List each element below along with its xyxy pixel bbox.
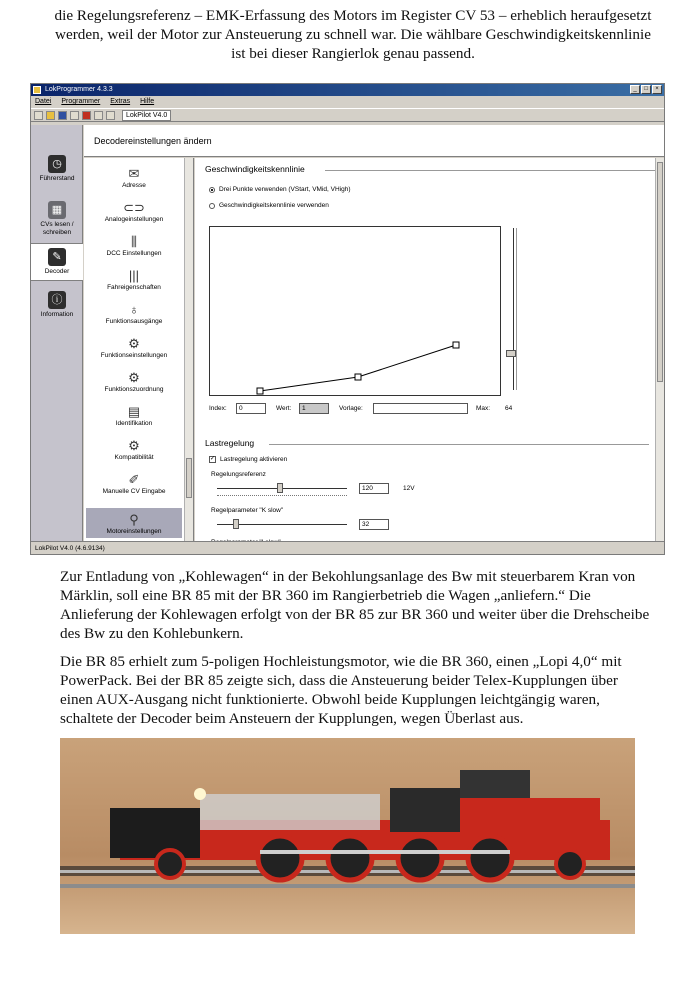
ref-unit: 12V bbox=[403, 485, 415, 492]
category-funktionsausgaenge[interactable] bbox=[86, 302, 182, 326]
category-label: Analogeinstellungen bbox=[104, 216, 164, 223]
index-label: Index: bbox=[209, 405, 227, 412]
app-icon bbox=[33, 86, 41, 94]
motor-icon: ⚲ bbox=[129, 512, 139, 527]
ref-slider-ticks bbox=[217, 495, 347, 497]
decoder-select[interactable]: LokPilot V4.0 bbox=[122, 110, 171, 121]
nav-decoder[interactable] bbox=[31, 243, 83, 281]
connecting-rod bbox=[260, 850, 510, 854]
manual-tool-icon: ✐ bbox=[128, 472, 140, 487]
dcc-icon: ⫼ bbox=[131, 234, 137, 249]
category-dcc[interactable] bbox=[86, 234, 182, 258]
save-icon[interactable] bbox=[58, 111, 67, 120]
nav-cvs[interactable] bbox=[31, 201, 83, 237]
wheel bbox=[156, 850, 184, 878]
open-folder-icon[interactable] bbox=[46, 111, 55, 120]
curve-point-vmid[interactable] bbox=[355, 374, 361, 380]
cv-table-icon: ▦ bbox=[48, 201, 66, 219]
category-adresse[interactable] bbox=[86, 166, 182, 190]
vertical-slider-track bbox=[513, 228, 517, 390]
index-field[interactable]: 0 bbox=[236, 403, 266, 414]
motor bbox=[390, 788, 470, 832]
locomotive-photo bbox=[60, 738, 635, 934]
smokebox bbox=[110, 808, 200, 858]
speed-curve-graph[interactable] bbox=[209, 226, 501, 396]
category-manuelle-cv[interactable] bbox=[86, 472, 182, 496]
vorlage-label: Vorlage: bbox=[339, 405, 363, 412]
cab-icon: ◷ bbox=[48, 155, 66, 173]
analog-icon: ⊂⊃ bbox=[123, 200, 145, 215]
tool-icon[interactable] bbox=[106, 111, 115, 120]
category-scrollbar-thumb[interactable] bbox=[186, 458, 192, 498]
content-scrollbar[interactable] bbox=[655, 158, 664, 542]
left-navigation bbox=[31, 125, 83, 542]
write-icon[interactable] bbox=[82, 111, 91, 120]
bulb-icon: ♁ bbox=[129, 302, 139, 317]
ref-slider-thumb[interactable] bbox=[277, 483, 283, 493]
category-analog[interactable] bbox=[86, 200, 182, 224]
ref-value-field[interactable]: 120 bbox=[359, 483, 389, 494]
info-icon: ⓘ bbox=[48, 291, 66, 309]
category-label: Fahreigenschaften bbox=[107, 284, 161, 291]
maximize-button[interactable]: □ bbox=[641, 85, 651, 94]
paragraph-1: Zur Entladung von „Kohlewagen“ in der Bekohlungsanlage des Bw mit steuerbarem Kran von Märklin, soll eine BR 85 mit der BR 360 im Rangierbetrieb die Wagen „anliefern.“ Die Anlieferung der Kohlewagen erfolgt von der BR 85 zur BR 360 und weiter über die Drehscheibe des Bw zu den Kohlebunkern. bbox=[60, 568, 650, 642]
statusbar: LokPilot V4.0 (4.6.9134) bbox=[31, 541, 664, 554]
content-scrollbar-thumb[interactable] bbox=[657, 162, 663, 382]
nav-information-label: Information bbox=[40, 311, 74, 318]
max-value: 64 bbox=[505, 405, 513, 412]
wert-field[interactable]: 1 bbox=[299, 403, 329, 414]
wheel bbox=[398, 836, 442, 880]
wheel bbox=[468, 836, 512, 880]
nav-cvs-label: CVs lesen / schreiben bbox=[40, 221, 74, 236]
category-list bbox=[84, 158, 194, 542]
intro-paragraph: die Regelungsreferenz – EMK-Erfassung des Motors im Register CV 53 – erheblich heraufgesetzt werden, weil der Motor zur Ansteuerung zu schnell war. Die wählbare Geschwindigkeitskennlinie ist bei dieser Rangierlok genau passend. bbox=[54, 7, 652, 62]
new-file-icon[interactable] bbox=[34, 111, 43, 120]
lokprogrammer-window bbox=[30, 83, 665, 555]
kslow-slider-thumb[interactable] bbox=[233, 519, 239, 529]
menubar bbox=[31, 96, 664, 108]
category-identifikation[interactable] bbox=[86, 404, 182, 428]
category-label: Funktionseinstellungen bbox=[100, 352, 168, 359]
read-icon[interactable] bbox=[70, 111, 79, 120]
wheel bbox=[258, 836, 302, 880]
speed-curve-line bbox=[260, 345, 456, 391]
close-button[interactable]: × bbox=[652, 85, 662, 94]
category-label: Funktionszuordnung bbox=[104, 386, 164, 393]
envelope-icon: ✉ bbox=[128, 166, 140, 181]
option-three-points[interactable] bbox=[209, 186, 351, 193]
option-curve-label: Geschwindigkeitskennlinie verwenden bbox=[219, 202, 329, 209]
radio-selected[interactable] bbox=[209, 187, 215, 193]
speed-curve-title: Geschwindigkeitskennlinie bbox=[205, 164, 305, 174]
menu-extras[interactable]: Extras bbox=[110, 98, 131, 105]
option-three-points-label: Drei Punkte verwenden (VStart, VMid, VHigh) bbox=[219, 186, 351, 193]
speed-curve-svg bbox=[210, 227, 502, 397]
option-curve[interactable] bbox=[209, 202, 329, 209]
nav-information[interactable] bbox=[31, 291, 83, 319]
kslow-label: Regelparameter "K slow" bbox=[211, 507, 284, 514]
nav-fuehrerstand[interactable] bbox=[31, 155, 83, 183]
compat-icon: ⚙ bbox=[128, 438, 140, 453]
settings-content bbox=[195, 158, 656, 542]
menu-programmer[interactable]: Programmer bbox=[61, 98, 101, 105]
category-label: Adresse bbox=[122, 182, 146, 189]
mapping-icon: ⚙ bbox=[128, 370, 140, 385]
decoder-wiring bbox=[200, 794, 380, 830]
category-funktionszuordnung[interactable] bbox=[86, 370, 182, 394]
vorlage-select[interactable] bbox=[373, 403, 468, 414]
category-label: Identifikation bbox=[115, 420, 153, 427]
category-label: Motoreinstellungen bbox=[106, 528, 162, 535]
category-label: Funktionsausgänge bbox=[105, 318, 163, 325]
id-card-icon: ▤ bbox=[127, 404, 141, 419]
checkbox-checked[interactable]: ✓ bbox=[210, 456, 216, 462]
kslow-value-field[interactable]: 32 bbox=[359, 519, 389, 530]
panel-title: Decodereinstellungen ändern bbox=[84, 125, 665, 157]
load-control-title: Lastregelung bbox=[205, 438, 255, 448]
nav-fuehrerstand-label: Führerstand bbox=[39, 175, 75, 182]
window-title: LokProgrammer 4.3.3 bbox=[45, 86, 113, 93]
category-motoreinstellungen[interactable] bbox=[86, 508, 182, 538]
lamp bbox=[194, 788, 206, 800]
curve-point-vstart[interactable] bbox=[257, 388, 263, 394]
toolbar bbox=[31, 108, 664, 122]
radio-unselected[interactable] bbox=[209, 203, 215, 209]
category-scrollbar[interactable] bbox=[184, 158, 193, 542]
section-divider bbox=[269, 444, 649, 445]
nav-decoder-label: Decoder bbox=[44, 268, 70, 275]
load-control-checkbox-label: Lastregelung aktivieren bbox=[220, 456, 288, 463]
function-icon: ⚙ bbox=[128, 336, 140, 351]
wrench-icon: ✎ bbox=[48, 248, 66, 266]
load-control-checkbox[interactable] bbox=[209, 456, 287, 463]
minimize-button[interactable]: _ bbox=[630, 85, 640, 94]
locomotive-photo-svg bbox=[60, 738, 635, 934]
program-icon[interactable] bbox=[94, 111, 103, 120]
wheel bbox=[556, 850, 584, 878]
wheel bbox=[328, 836, 372, 880]
ref-label: Regelungsreferenz bbox=[211, 471, 266, 478]
vertical-slider-thumb[interactable] bbox=[506, 350, 516, 357]
menu-hilfe[interactable]: Hilfe bbox=[140, 98, 155, 105]
menu-datei[interactable]: Datei bbox=[35, 98, 52, 105]
window-titlebar bbox=[31, 84, 664, 96]
category-fahreigenschaften[interactable] bbox=[86, 268, 182, 292]
paragraph-2: Die BR 85 erhielt zum 5-poligen Hochleistungsmotor, wie die BR 360, einen „Lopi 4,0“ mit PowerPack. Bei der BR 85 zeigte sich, dass die Ansteuerung beider Telex-Kupplungen über einen AUX-Ausgang nicht funktionierte. Obwohl beide Kupplungen leichtgängig waren, schaltete der Decoder beim Ansteuern der Kupplungen, wegen Überlast aus. bbox=[60, 653, 622, 727]
category-kompatibilitaet[interactable] bbox=[86, 438, 182, 462]
category-label: DCC Einstellungen bbox=[106, 250, 162, 257]
max-label: Max: bbox=[476, 405, 491, 412]
section-divider bbox=[325, 170, 655, 171]
slider-icon: ||| bbox=[128, 268, 140, 283]
category-label: Manuelle CV Eingabe bbox=[102, 488, 166, 495]
category-label: Kompatibilität bbox=[114, 454, 154, 461]
curve-point-vhigh[interactable] bbox=[453, 342, 459, 348]
wert-label: Wert: bbox=[276, 405, 292, 412]
category-funktionseinstellungen[interactable] bbox=[86, 336, 182, 360]
